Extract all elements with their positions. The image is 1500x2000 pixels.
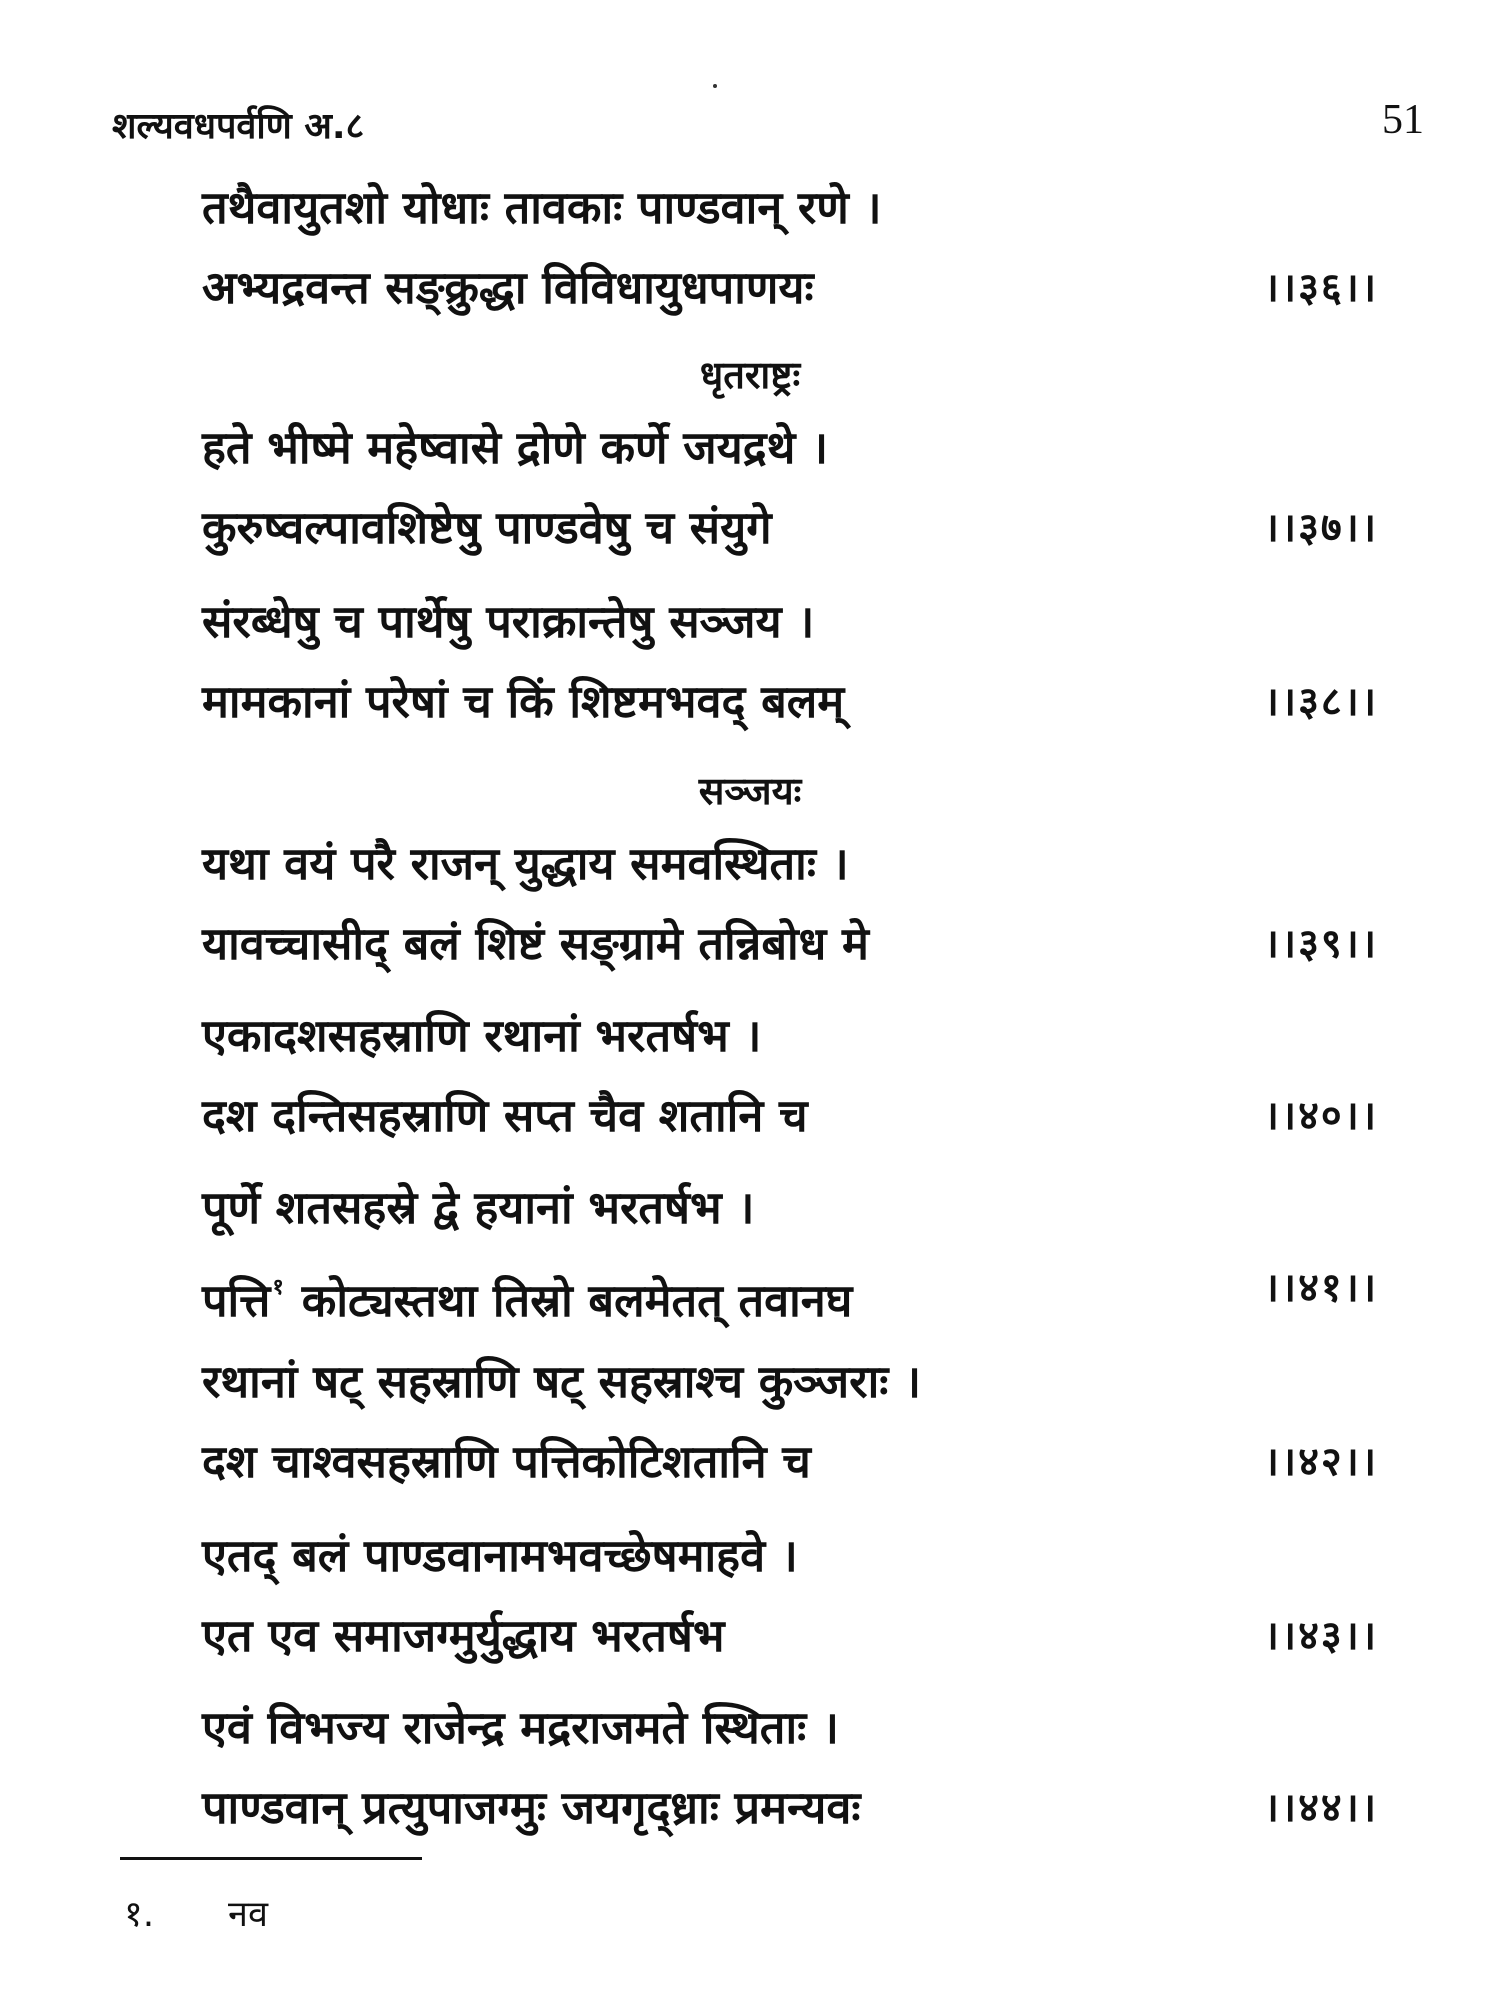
footnote-marker[interactable]: १ <box>272 1275 284 1300</box>
verse-number: ।।४३।। <box>1263 1613 1378 1659</box>
speaker-heading: धृतराष्ट्रः <box>699 353 801 397</box>
verse-line-with-footnote <box>202 1258 852 1331</box>
verse-line: हते भीष्मे महेष्वासे द्रोणे कर्णे जयद्रथे । <box>202 421 829 474</box>
verse-line: पूर्णे शतसहस्रे द्वे हयानां भरतर्षभ । <box>202 1181 755 1234</box>
verse-line: तथैवायुतशो योधाः तावकाः पाण्डवान् रणे । <box>202 181 882 234</box>
verse-line: एकादशसहस्राणि रथानां भरतर्षभ । <box>202 1009 762 1062</box>
verse-line: मामकानां परेषां च किं शिष्टमभवद् बलम् <box>202 675 845 728</box>
page-number: 51 <box>1382 97 1424 143</box>
verse-line: पाण्डवान् प्रत्युपाजग्मुः जयगृद्ध्राः प्रमन्यवः <box>202 1781 861 1834</box>
verse-number: ।।३९।। <box>1263 921 1378 967</box>
verse-line-rest: कोट्यस्तथा तिस्रो बलमेतत् तवानघ <box>301 1274 853 1327</box>
verse-line: रथानां षट् सहस्राणि षट् सहस्राश्च कुञ्जराः । <box>202 1355 922 1408</box>
verse-number: ।।४०।। <box>1263 1093 1378 1139</box>
verse-line: दश दन्तिसहस्राणि सप्त चैव शतानि च <box>202 1089 808 1142</box>
speaker-heading: सञ्जयः <box>698 769 802 813</box>
verse-number: ।।३६।। <box>1263 265 1378 311</box>
verse-number: ।।४२।। <box>1263 1439 1378 1485</box>
verse-number: ।।३८।। <box>1263 679 1378 725</box>
verse-line: यथा वयं परै राजन् युद्धाय समवस्थिताः । <box>202 837 849 890</box>
footnote-text: नव <box>228 1894 268 1935</box>
verse-line: अभ्यद्रवन्त सङ्क्रुद्धा विविधायुधपाणयः <box>202 261 814 314</box>
footnote-divider <box>120 1857 422 1860</box>
verse-line: कुरुष्वल्पावशिष्टेषु पाण्डवेषु च संयुगे <box>202 501 772 554</box>
print-speck <box>713 84 717 88</box>
verse-number: ।।४१।। <box>1263 1265 1378 1311</box>
verse-line: दश चाश्वसहस्राणि पत्तिकोटिशतानि च <box>202 1435 811 1488</box>
verse-word: पत्ति <box>202 1274 271 1327</box>
verse-line: एत एव समाजग्मुर्युद्धाय भरतर्षभ <box>202 1609 725 1662</box>
running-title: शल्यवधपर्वणि अ.८ <box>112 106 365 147</box>
verse-number: ।।४४।। <box>1263 1785 1378 1831</box>
verse-number: ।।३७।। <box>1263 505 1378 551</box>
verse-line: एवं विभज्य राजेन्द्र मद्रराजमते स्थिताः । <box>202 1701 839 1754</box>
verse-line: संरब्धेषु च पार्थेषु पराक्रान्तेषु सञ्जय । <box>202 595 815 648</box>
verse-line: एतद् बलं पाण्डवानामभवच्छेषमाहवे । <box>202 1529 798 1582</box>
verse-line: यावच्चासीद् बलं शिष्टं सङ्ग्रामे तन्निबोध मे <box>202 917 869 970</box>
footnote-number: १. <box>124 1894 155 1935</box>
